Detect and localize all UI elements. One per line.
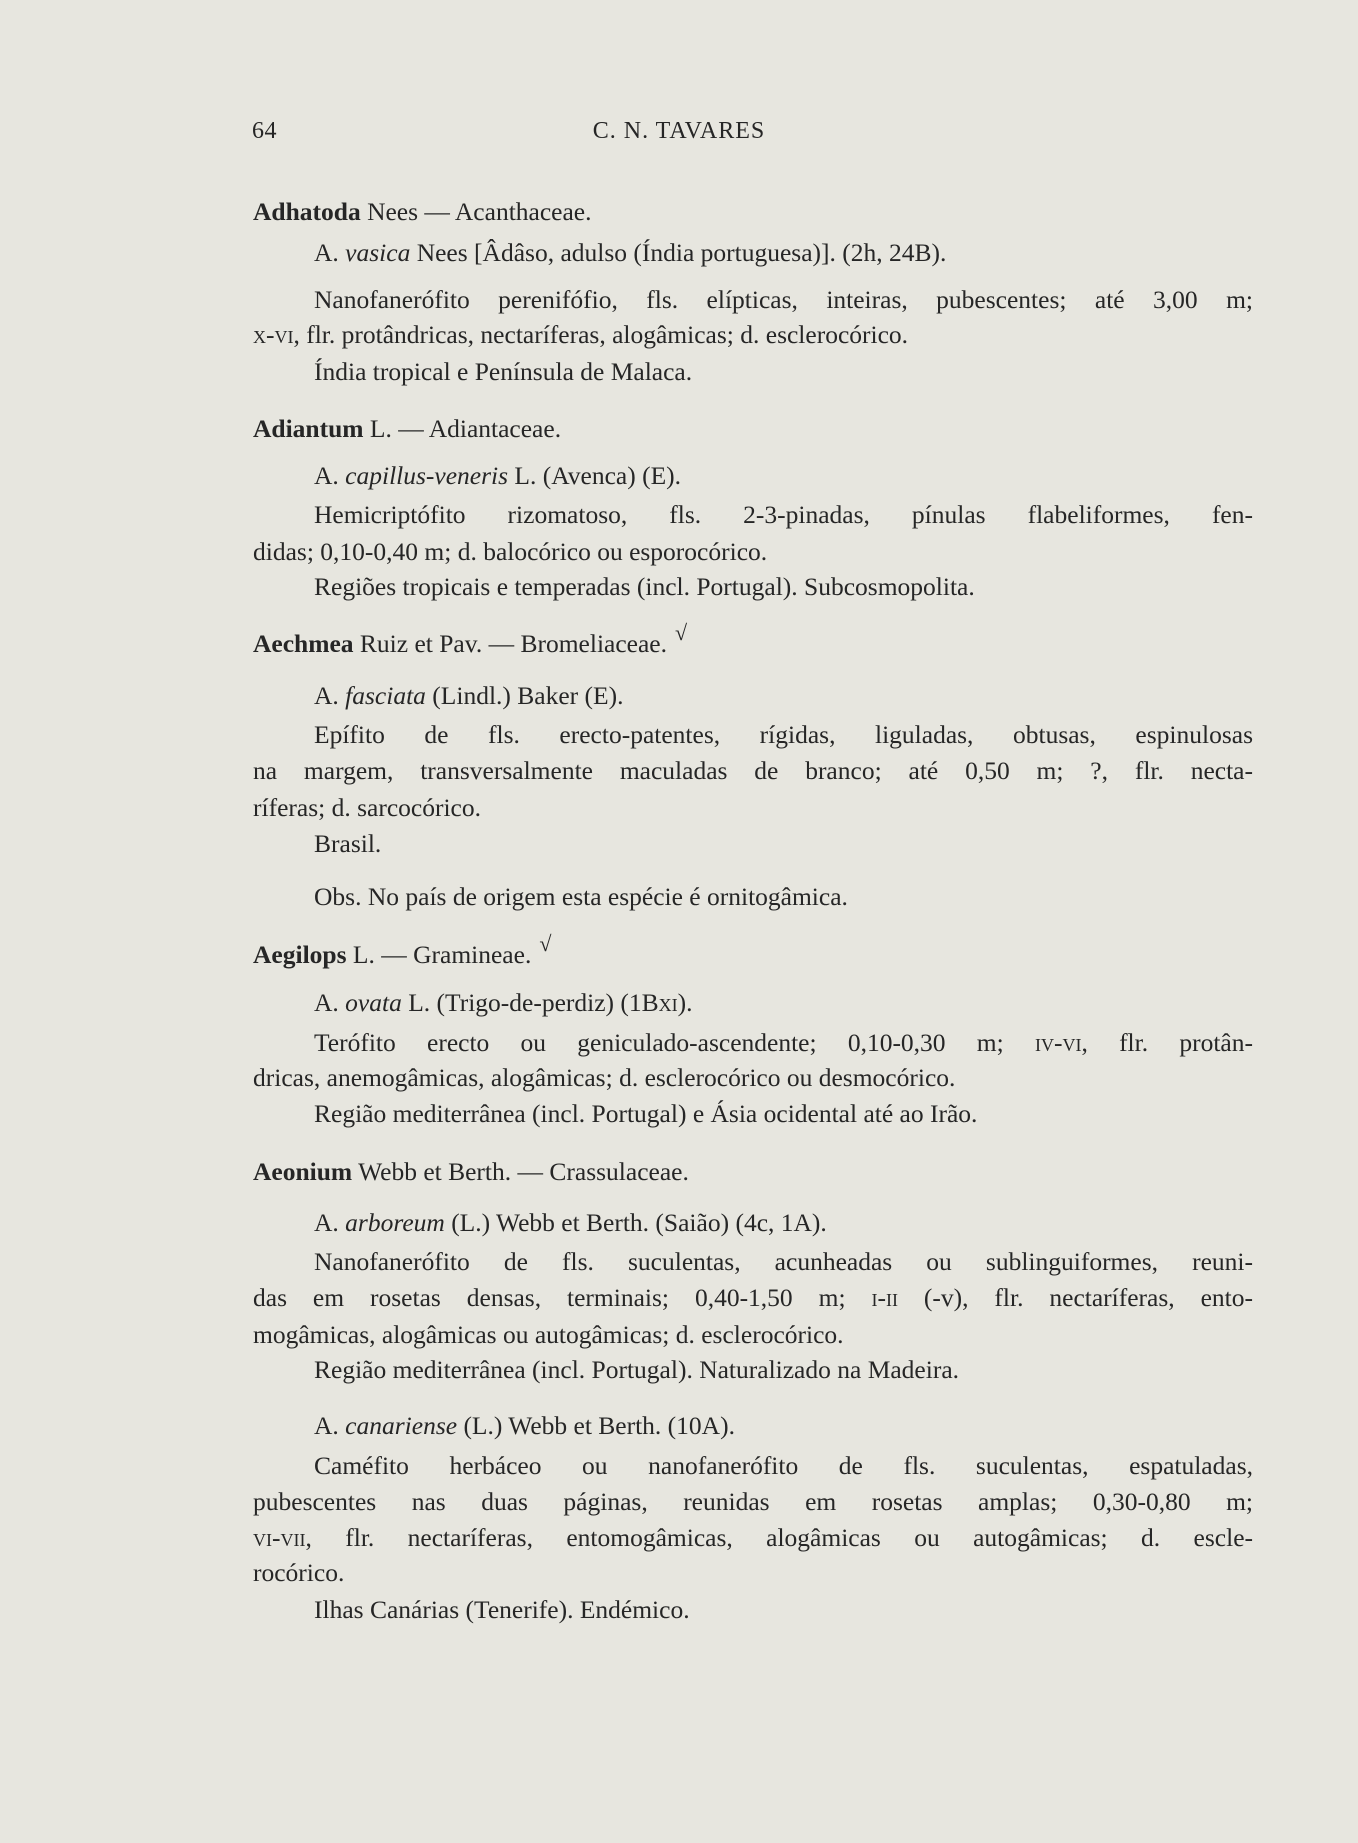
genus-line [253,931,1253,972]
text-run: (Lindl.) Baker (E). [425,681,624,710]
species-line [314,679,1253,713]
text-run: L. — Adiantaceae. [363,414,562,443]
text-run: Terófito erecto ou geniculado-ascendente; 0,10-0,30 m; [314,1028,1035,1057]
text-run: Regiões tropicais e temperadas (incl. Portugal). Subcosmopolita. [314,572,975,601]
genus-name: Aechmea [253,629,354,658]
checkmark-icon: √ [539,931,552,956]
text-run: A. [314,238,346,267]
text-run: A. [314,1411,346,1440]
text-run: (L.) Webb et Berth. (Saião) (4c, 1A). [444,1208,827,1237]
species-line [314,1409,1253,1443]
text-run: Brasil. [314,829,382,858]
text-run: pubescentes nas duas páginas, reunidas em rosetas amplas; 0,30-0,80 m; [253,1487,1253,1516]
text-run: Região mediterrânea (incl. Portugal) e Ásia ocidental até ao Irão. [314,1099,978,1128]
desc-line [253,754,1253,788]
text-run: Ilhas Canárias (Tenerife). Endémico. [314,1595,690,1624]
text-run: dricas, anemogâmicas, alogâmicas; d. esclerocórico ou desmocórico. [253,1063,956,1092]
text-run: A. [314,988,346,1017]
text-run: Nanofanerófito de fls. suculentas, acunheadas ou sublinguiformes, reuni- [314,1247,1253,1276]
desc-line [253,1061,1253,1095]
text-run: didas; 0,10-0,40 m; d. balocórico ou esporocórico. [253,537,768,566]
text-run: (L.) Webb et Berth. (10A). [457,1411,735,1440]
text-run: L. (Trigo-de-perdiz) (1B [401,988,659,1017]
text-run: , flr. nectaríferas, entomogâmicas, alogâmicas ou autogâmicas; d. escle- [305,1523,1253,1552]
desc-line [314,1245,1253,1279]
text-run: Nees [Âdâso, adulso (Índia portuguesa)]. (2h, 24B). [410,238,947,267]
text-run: ). [677,988,693,1017]
text-run: mogâmicas, alogâmicas ou autogâmicas; d. esclerocórico. [253,1320,844,1349]
species-line [314,236,1253,270]
desc-line [253,1281,1253,1315]
text-run: Hemicriptófito rizomatoso, fls. 2-3-pinadas, pínulas flabeliformes, fen- [314,500,1253,529]
text-run: , flr. protân- [1081,1028,1253,1057]
distribution-line [314,355,1253,389]
running-head: C. N. TAVARES [592,118,766,144]
page-number: 64 [252,118,277,144]
species-epithet: vasica [345,238,411,267]
text-run: L. (Avenca) (E). [508,461,682,490]
distribution-line [314,1097,1253,1131]
checkmark-icon: √ [675,620,688,645]
text-run: das em rosetas densas, terminais; 0,40-1,50 m; [253,1283,872,1312]
species-epithet: ovata [345,988,402,1017]
genus-name: Adhatoda [253,197,361,226]
species-line [314,459,1253,493]
desc-line [253,1521,1253,1555]
distribution-line [314,1593,1253,1627]
text-run: , flr. protândricas, nectaríferas, alogâmicas; d. esclerocórico. [293,320,909,349]
text-run: Nanofanerófito perenifófio, fls. elípticas, inteiras, pubescentes; até 3,00 m; [314,285,1253,314]
text-run: Nees — Acanthaceae. [360,197,592,226]
desc-line [253,1318,1253,1352]
desc-line [314,498,1253,532]
desc-line [253,318,1253,352]
text-run: xi [658,988,678,1017]
text-run: Ruiz et Pav. — Bromeliaceae. [353,629,667,658]
text-run: (-v), flr. nectaríferas, ento- [897,1283,1253,1312]
text-run: A. [314,461,346,490]
text-run: Índia tropical e Península de Malaca. [314,357,693,386]
text-run: A. [314,681,346,710]
text-run: A. [314,1208,346,1237]
text-run: L. — Gramineae. [346,940,532,969]
desc-line [314,1449,1253,1483]
text-run: iv-vi [1034,1028,1082,1057]
note-line [314,880,1253,914]
species-epithet: arboreum [345,1208,445,1237]
genus-line [253,412,1253,446]
text-run: vi-vii [253,1523,306,1552]
genus-line [253,195,1253,229]
text-run: Região mediterrânea (incl. Portugal). Naturalizado na Madeira. [314,1355,960,1384]
desc-line [253,1556,1253,1590]
distribution-line [314,1353,1253,1387]
text-run: x-vi [253,320,294,349]
species-epithet: fasciata [345,681,426,710]
text-run: Obs. No país de origem esta espécie é ornitogâmica. [314,882,848,911]
desc-line [253,535,1253,569]
text-run: na margem, transversalmente maculadas de branco; até 0,50 m; ?, flr. necta- [253,756,1253,785]
genus-name: Aeonium [253,1157,353,1186]
text-run: Caméfito herbáceo ou nanofanerófito de fls. suculentas, espatuladas, [314,1451,1253,1480]
genus-name: Adiantum [253,414,364,443]
text-run: rocórico. [253,1558,345,1587]
species-epithet: canariense [345,1411,458,1440]
genus-line [253,620,1253,661]
species-line [314,986,1253,1020]
genus-name: Aegilops [253,940,347,969]
desc-line [314,718,1253,752]
text-run: ríferas; d. sarcocórico. [253,793,481,822]
species-line [314,1206,1253,1240]
text-run: Webb et Berth. — Crassulaceae. [352,1157,689,1186]
desc-line [314,283,1253,317]
text-run: i-ii [871,1283,898,1312]
desc-line [314,1026,1253,1060]
desc-line [253,1485,1253,1519]
distribution-line [314,827,1253,861]
text-run: Epífito de fls. erecto-patentes, rígidas, liguladas, obtusas, espinulosas [314,720,1253,749]
species-epithet: capillus-veneris [345,461,509,490]
desc-line [253,791,1253,825]
distribution-line [314,570,1253,604]
genus-line [253,1155,1253,1189]
